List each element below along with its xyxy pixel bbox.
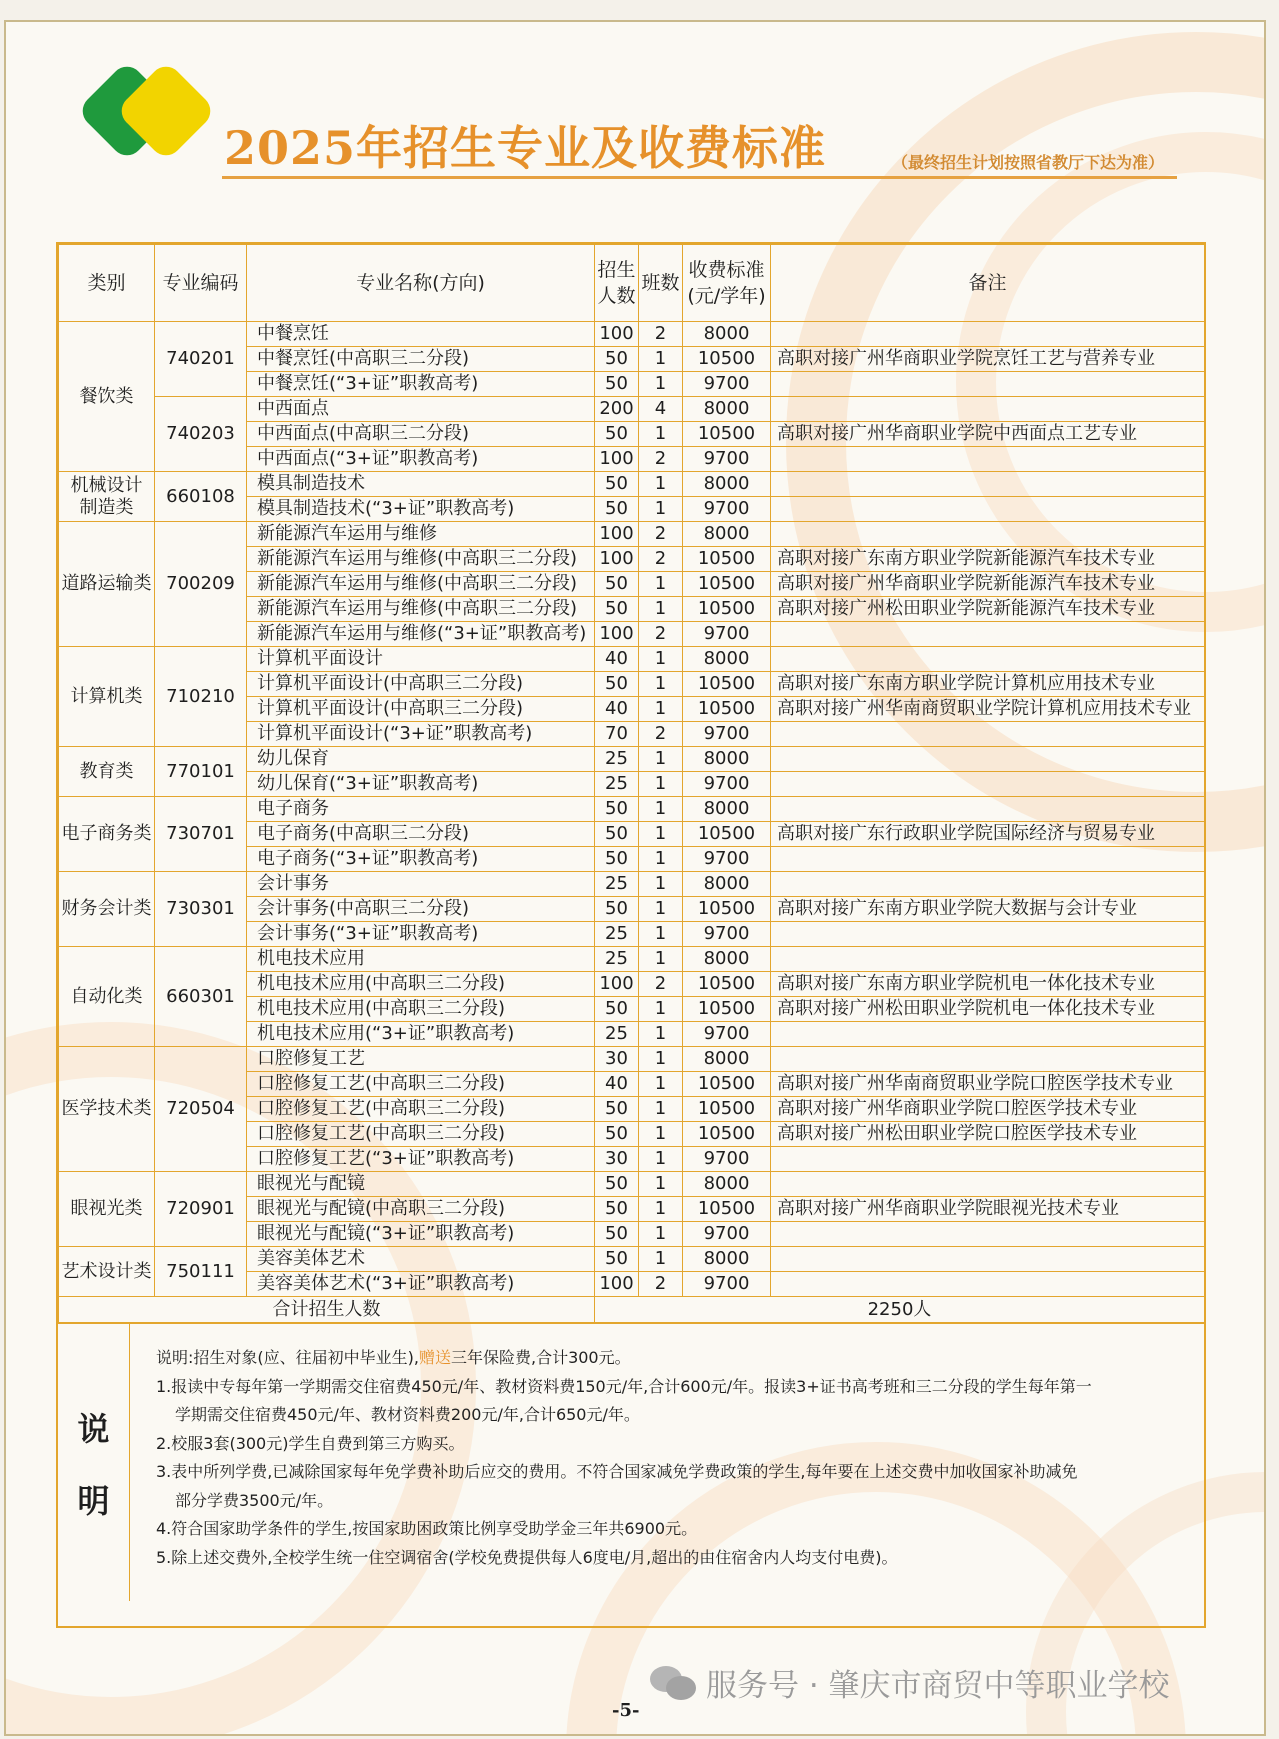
- enroll-cell: 50: [595, 572, 639, 597]
- remark-cell: [771, 397, 1205, 422]
- major-name-cell: 新能源汽车运用与维修(中高职三二分段): [247, 572, 595, 597]
- remark-cell: 高职对接广州松田职业学院口腔医学技术专业: [771, 1122, 1205, 1147]
- classes-cell: 2: [639, 547, 683, 572]
- code-cell: 740201: [155, 322, 247, 397]
- notes-label: [58, 1324, 130, 1601]
- fee-cell: 10500: [683, 697, 771, 722]
- classes-cell: 1: [639, 797, 683, 822]
- classes-cell: 1: [639, 572, 683, 597]
- header-fee-line: 收费标准: [688, 259, 765, 281]
- wechat-icon: [650, 1662, 698, 1704]
- remark-cell: [771, 772, 1205, 797]
- fee-cell: 9700: [683, 1022, 771, 1047]
- enroll-cell: 100: [595, 522, 639, 547]
- remark-cell: [771, 1022, 1205, 1047]
- classes-cell: 2: [639, 322, 683, 347]
- fee-cell: 8000: [683, 1172, 771, 1197]
- remark-cell: 高职对接广东行政职业学院国际经济与贸易专业: [771, 822, 1205, 847]
- notes-section: [58, 1323, 1204, 1601]
- table-row: [59, 322, 1205, 347]
- major-name-cell: 新能源汽车运用与维修: [247, 522, 595, 547]
- classes-cell: 1: [639, 497, 683, 522]
- category-cell: [59, 322, 155, 472]
- remark-cell: [771, 1222, 1205, 1247]
- major-name-cell: 中西面点(中高职三二分段): [247, 422, 595, 447]
- classes-cell: 1: [639, 1147, 683, 1172]
- enroll-cell: 30: [595, 1147, 639, 1172]
- remark-cell: 高职对接广东南方职业学院机电一体化技术专业: [771, 972, 1205, 997]
- category-line: 制造类: [79, 496, 134, 518]
- major-name-cell: 电子商务: [247, 797, 595, 822]
- fee-cell: 9700: [683, 922, 771, 947]
- remark-cell: [771, 472, 1205, 497]
- enroll-cell: 50: [595, 597, 639, 622]
- code-cell: 730701: [155, 797, 247, 872]
- fee-cell: 10500: [683, 347, 771, 372]
- category-cell: [59, 647, 155, 747]
- category-line: 艺术设计类: [61, 1260, 152, 1282]
- enroll-cell: 50: [595, 997, 639, 1022]
- header-classes: 班数: [639, 245, 683, 322]
- category-line: 机械设计: [70, 474, 143, 496]
- classes-cell: 2: [639, 722, 683, 747]
- header-enroll-line: 人数: [597, 285, 636, 307]
- fee-cell: 8000: [683, 947, 771, 972]
- code-cell: 730301: [155, 872, 247, 947]
- header-fee-line: (元/学年): [687, 285, 766, 307]
- note-item-continuation: 学期需交住宿费450元/年、教材资料费200元/年,合计650元/年。: [175, 1405, 640, 1424]
- total-label: 合计招生人数: [59, 1297, 595, 1323]
- remark-cell: [771, 1247, 1205, 1272]
- major-name-cell: 口腔修复工艺: [247, 1047, 595, 1072]
- category-line: 道路运输类: [61, 573, 152, 594]
- classes-cell: 1: [639, 347, 683, 372]
- major-name-cell: 眼视光与配镜(中高职三二分段): [247, 1197, 595, 1222]
- category-cell: [59, 947, 155, 1047]
- enroll-cell: 50: [595, 497, 639, 522]
- fee-cell: 8000: [683, 747, 771, 772]
- major-name-cell: 电子商务(中高职三二分段): [247, 822, 595, 847]
- enroll-cell: 25: [595, 747, 639, 772]
- remark-cell: 高职对接广东南方职业学院大数据与会计专业: [771, 897, 1205, 922]
- remark-cell: 高职对接广州松田职业学院新能源汽车技术专业: [771, 597, 1205, 622]
- remark-cell: [771, 522, 1205, 547]
- enroll-cell: 50: [595, 422, 639, 447]
- classes-cell: 1: [639, 822, 683, 847]
- major-name-cell: 模具制造技术(“3+证”职教高考): [247, 497, 595, 522]
- major-name-cell: 新能源汽车运用与维修(中高职三二分段): [247, 597, 595, 622]
- major-name-cell: 口腔修复工艺(中高职三二分段): [247, 1122, 595, 1147]
- classes-cell: 1: [639, 597, 683, 622]
- major-name-cell: 计算机平面设计(中高职三二分段): [247, 672, 595, 697]
- enroll-cell: 50: [595, 822, 639, 847]
- notes-items: [156, 1373, 1204, 1573]
- remark-cell: 高职对接广州华商职业学院中西面点工艺专业: [771, 422, 1205, 447]
- footer-source-text: 服务号 · 肇庆市商贸中等职业学校: [706, 1668, 1170, 1704]
- classes-cell: 1: [639, 872, 683, 897]
- enroll-cell: 50: [595, 897, 639, 922]
- fee-cell: 10500: [683, 422, 771, 447]
- remark-cell: [771, 322, 1205, 347]
- enroll-cell: 100: [595, 972, 639, 997]
- fee-cell: 9700: [683, 847, 771, 872]
- major-name-cell: 会计事务(中高职三二分段): [247, 897, 595, 922]
- major-name-cell: 计算机平面设计(“3+证”职教高考): [247, 722, 595, 747]
- remark-cell: [771, 872, 1205, 897]
- classes-cell: 1: [639, 1047, 683, 1072]
- classes-cell: 1: [639, 897, 683, 922]
- remark-cell: 高职对接广东南方职业学院计算机应用技术专业: [771, 672, 1205, 697]
- code-cell: 660301: [155, 947, 247, 1047]
- classes-cell: 1: [639, 922, 683, 947]
- enrollment-table: [58, 244, 1205, 1323]
- header-remark: 备注: [771, 245, 1205, 322]
- category-line: 计算机类: [70, 685, 143, 707]
- note-item: 3.表中所列学费,已减除国家每年免学费补助后应交的费用。不符合国家减免学费政策的学生,每年要在上述交费中加收国家补助减免: [156, 1462, 1078, 1481]
- fee-cell: 8000: [683, 1247, 771, 1272]
- remark-cell: [771, 722, 1205, 747]
- notes-intro-text: 三年保险费,合计300元。: [450, 1348, 631, 1367]
- remark-cell: [771, 1147, 1205, 1172]
- major-name-cell: 模具制造技术: [247, 472, 595, 497]
- enrollment-table-panel: [56, 242, 1206, 1628]
- table-row: [59, 747, 1205, 772]
- classes-cell: 1: [639, 997, 683, 1022]
- enroll-cell: 50: [595, 1097, 639, 1122]
- table-body: [59, 322, 1205, 1297]
- enroll-cell: 25: [595, 772, 639, 797]
- enroll-cell: 40: [595, 647, 639, 672]
- enroll-cell: 40: [595, 697, 639, 722]
- fee-cell: 9700: [683, 447, 771, 472]
- fee-cell: 9700: [683, 1272, 771, 1297]
- classes-cell: 2: [639, 447, 683, 472]
- remark-cell: 高职对接广州华商职业学院眼视光技术专业: [771, 1197, 1205, 1222]
- remark-cell: [771, 947, 1205, 972]
- enroll-cell: 100: [595, 622, 639, 647]
- remark-cell: [771, 922, 1205, 947]
- enroll-cell: 25: [595, 872, 639, 897]
- classes-cell: 1: [639, 947, 683, 972]
- notes-label-char: 明: [77, 1481, 110, 1520]
- remark-cell: [771, 372, 1205, 397]
- fee-cell: 9700: [683, 1222, 771, 1247]
- enroll-cell: 50: [595, 472, 639, 497]
- fee-cell: 10500: [683, 1072, 771, 1097]
- remark-cell: 高职对接广州华南商贸职业学院计算机应用技术专业: [771, 697, 1205, 722]
- note-item: 4.符合国家助学条件的学生,按国家助困政策比例享受助学金三年共6900元。: [156, 1519, 698, 1538]
- category-line: 眼视光类: [70, 1198, 143, 1219]
- code-cell: 700209: [155, 522, 247, 647]
- major-name-cell: 幼儿保育: [247, 747, 595, 772]
- category-cell: [59, 472, 155, 522]
- title-underline: [222, 176, 1177, 179]
- classes-cell: 1: [639, 1197, 683, 1222]
- fee-cell: 9700: [683, 722, 771, 747]
- enroll-cell: 100: [595, 447, 639, 472]
- table-row: [59, 397, 1205, 422]
- enroll-cell: 25: [595, 1022, 639, 1047]
- major-name-cell: 中西面点: [247, 397, 595, 422]
- header-enroll: [595, 245, 639, 322]
- remark-cell: [771, 647, 1205, 672]
- classes-cell: 2: [639, 972, 683, 997]
- remark-cell: 高职对接广州华商职业学院口腔医学技术专业: [771, 1097, 1205, 1122]
- major-name-cell: 口腔修复工艺(“3+证”职教高考): [247, 1147, 595, 1172]
- fee-cell: 8000: [683, 397, 771, 422]
- classes-cell: 1: [639, 1222, 683, 1247]
- category-cell: [59, 1247, 155, 1297]
- fee-cell: 10500: [683, 997, 771, 1022]
- fee-cell: 8000: [683, 322, 771, 347]
- major-name-cell: 电子商务(“3+证”职教高考): [247, 847, 595, 872]
- major-name-cell: 机电技术应用(中高职三二分段): [247, 997, 595, 1022]
- total-row: [59, 1297, 1205, 1323]
- major-name-cell: 新能源汽车运用与维修(“3+证”职教高考): [247, 622, 595, 647]
- classes-cell: 2: [639, 1272, 683, 1297]
- major-name-cell: 中餐烹饪(“3+证”职教高考): [247, 372, 595, 397]
- header-category: 类别: [59, 245, 155, 322]
- classes-cell: 1: [639, 647, 683, 672]
- major-name-cell: 会计事务(“3+证”职教高考): [247, 922, 595, 947]
- header-code: 专业编码: [155, 245, 247, 322]
- page-number: -5-: [612, 1700, 640, 1721]
- classes-cell: 1: [639, 372, 683, 397]
- category-line: 自动化类: [70, 985, 143, 1007]
- major-name-cell: 机电技术应用: [247, 947, 595, 972]
- major-name-cell: 美容美体艺术(“3+证”职教高考): [247, 1272, 595, 1297]
- notes-intro-text: 说明:招生对象(应、往届初中毕业生),: [156, 1348, 419, 1367]
- classes-cell: 1: [639, 672, 683, 697]
- classes-cell: 1: [639, 1072, 683, 1097]
- major-name-cell: 计算机平面设计(中高职三二分段): [247, 697, 595, 722]
- category-cell: [59, 747, 155, 797]
- header-major-name: 专业名称(方向): [247, 245, 595, 322]
- major-name-cell: 会计事务: [247, 872, 595, 897]
- page-subtitle: （最终招生计划按照省教厅下达为准）: [892, 153, 1165, 172]
- major-name-cell: 中西面点(“3+证”职教高考): [247, 447, 595, 472]
- major-name-cell: 眼视光与配镜: [247, 1172, 595, 1197]
- remark-cell: [771, 1272, 1205, 1297]
- fee-cell: 10500: [683, 1097, 771, 1122]
- classes-cell: 1: [639, 772, 683, 797]
- major-name-cell: 中餐烹饪: [247, 322, 595, 347]
- category-cell: [59, 1047, 155, 1172]
- major-name-cell: 机电技术应用(“3+证”职教高考): [247, 1022, 595, 1047]
- table-row: [59, 1047, 1205, 1072]
- table-row: [59, 522, 1205, 547]
- enroll-cell: 30: [595, 1047, 639, 1072]
- code-cell: 710210: [155, 647, 247, 747]
- enroll-cell: 50: [595, 347, 639, 372]
- total-value: 2250人: [595, 1297, 1205, 1323]
- classes-cell: 2: [639, 622, 683, 647]
- table-row: [59, 797, 1205, 822]
- remark-cell: [771, 1172, 1205, 1197]
- table-row: [59, 647, 1205, 672]
- fee-cell: 8000: [683, 1047, 771, 1072]
- note-item-continuation: 部分学费3500元/年。: [175, 1490, 334, 1510]
- fee-cell: 9700: [683, 372, 771, 397]
- classes-cell: 1: [639, 1022, 683, 1047]
- enroll-cell: 50: [595, 1197, 639, 1222]
- fee-cell: 9700: [683, 1147, 771, 1172]
- enroll-cell: 50: [595, 1222, 639, 1247]
- category-line: 电子商务类: [61, 823, 152, 844]
- fee-cell: 10500: [683, 822, 771, 847]
- table-row: [59, 472, 1205, 497]
- notes-label-char: 说: [77, 1409, 110, 1448]
- enroll-cell: 40: [595, 1072, 639, 1097]
- classes-cell: 1: [639, 472, 683, 497]
- fee-cell: 9700: [683, 772, 771, 797]
- table-header-row: [59, 245, 1205, 322]
- enroll-cell: 70: [595, 722, 639, 747]
- fee-cell: 8000: [683, 647, 771, 672]
- classes-cell: 1: [639, 1247, 683, 1272]
- fee-cell: 8000: [683, 797, 771, 822]
- remark-cell: 高职对接广州华南商贸职业学院口腔医学技术专业: [771, 1072, 1205, 1097]
- major-name-cell: 幼儿保育(“3+证”职教高考): [247, 772, 595, 797]
- category-line: 医学技术类: [61, 1098, 152, 1119]
- remark-cell: [771, 1047, 1205, 1072]
- fee-cell: 10500: [683, 572, 771, 597]
- code-cell: 720901: [155, 1172, 247, 1247]
- category-cell: [59, 522, 155, 647]
- enroll-cell: 50: [595, 1122, 639, 1147]
- fee-cell: 10500: [683, 547, 771, 572]
- major-name-cell: 口腔修复工艺(中高职三二分段): [247, 1097, 595, 1122]
- remark-cell: 高职对接广州华商职业学院新能源汽车技术专业: [771, 572, 1205, 597]
- code-cell: 720504: [155, 1047, 247, 1172]
- enroll-cell: 50: [595, 797, 639, 822]
- enroll-cell: 50: [595, 1247, 639, 1272]
- enroll-cell: 25: [595, 947, 639, 972]
- major-name-cell: 中餐烹饪(中高职三二分段): [247, 347, 595, 372]
- fee-cell: 9700: [683, 497, 771, 522]
- major-name-cell: 计算机平面设计: [247, 647, 595, 672]
- remark-cell: 高职对接广州华商职业学院烹饪工艺与营养专业: [771, 347, 1205, 372]
- enroll-cell: 200: [595, 397, 639, 422]
- note-item: 1.报读中专每年第一学期需交住宿费450元/年、教材资料费150元/年,合计600元/年。报读3+证书高考班和三二分段的学生每年第一: [156, 1376, 1092, 1396]
- fee-cell: 10500: [683, 1122, 771, 1147]
- major-name-cell: 新能源汽车运用与维修(中高职三二分段): [247, 547, 595, 572]
- category-cell: [59, 1172, 155, 1247]
- major-name-cell: 口腔修复工艺(中高职三二分段): [247, 1072, 595, 1097]
- major-name-cell: 眼视光与配镜(“3+证”职教高考): [247, 1222, 595, 1247]
- code-cell: 770101: [155, 747, 247, 797]
- notes-intro-highlight: 赠送: [418, 1348, 451, 1367]
- enroll-cell: 50: [595, 372, 639, 397]
- code-cell: 660108: [155, 472, 247, 522]
- fee-cell: 9700: [683, 622, 771, 647]
- remark-cell: [771, 847, 1205, 872]
- wechat-bubble: [666, 1676, 696, 1700]
- note-item: 5.除上述交费外,全校学生统一住空调宿舍(学校免费提供每人6度电/月,超出的由住宿舍内人均支付电费)。: [156, 1547, 898, 1567]
- table-row: [59, 1247, 1205, 1272]
- classes-cell: 1: [639, 747, 683, 772]
- fee-cell: 10500: [683, 597, 771, 622]
- fee-cell: 8000: [683, 872, 771, 897]
- header-enroll-line: 招生: [597, 259, 636, 281]
- classes-cell: 4: [639, 397, 683, 422]
- classes-cell: 1: [639, 847, 683, 872]
- classes-cell: 1: [639, 1097, 683, 1122]
- remark-cell: [771, 797, 1205, 822]
- major-name-cell: 美容美体艺术: [247, 1247, 595, 1272]
- remark-cell: [771, 497, 1205, 522]
- classes-cell: 1: [639, 697, 683, 722]
- page-title: 2025年招生专业及收费标准: [224, 121, 827, 175]
- fee-cell: 8000: [683, 472, 771, 497]
- classes-cell: 1: [639, 1172, 683, 1197]
- enroll-cell: 50: [595, 672, 639, 697]
- note-item: 2.校服3套(300元)学生自费到第三方购买。: [156, 1433, 465, 1453]
- enroll-cell: 100: [595, 1272, 639, 1297]
- code-cell: 750111: [155, 1247, 247, 1297]
- classes-cell: 2: [639, 522, 683, 547]
- category-line: 教育类: [79, 760, 134, 782]
- enroll-cell: 50: [595, 1172, 639, 1197]
- fee-cell: 10500: [683, 1197, 771, 1222]
- remark-cell: 高职对接广东南方职业学院新能源汽车技术专业: [771, 547, 1205, 572]
- classes-cell: 1: [639, 422, 683, 447]
- notes-intro: [156, 1344, 1204, 1373]
- notes-body: [130, 1324, 1204, 1601]
- category-line: 餐饮类: [79, 385, 134, 407]
- category-cell: [59, 872, 155, 947]
- table-row: [59, 947, 1205, 972]
- fee-cell: 10500: [683, 972, 771, 997]
- footer-source: [650, 1660, 1170, 1705]
- enroll-cell: 50: [595, 847, 639, 872]
- code-cell: 740203: [155, 397, 247, 472]
- fee-cell: 10500: [683, 897, 771, 922]
- remark-cell: 高职对接广州松田职业学院机电一体化技术专业: [771, 997, 1205, 1022]
- remark-cell: [771, 447, 1205, 472]
- fee-cell: 8000: [683, 522, 771, 547]
- table-row: [59, 872, 1205, 897]
- enroll-cell: 100: [595, 547, 639, 572]
- major-name-cell: 机电技术应用(中高职三二分段): [247, 972, 595, 997]
- remark-cell: [771, 747, 1205, 772]
- enroll-cell: 100: [595, 322, 639, 347]
- fee-cell: 10500: [683, 672, 771, 697]
- classes-cell: 1: [639, 1122, 683, 1147]
- category-cell: [59, 797, 155, 872]
- enroll-cell: 25: [595, 922, 639, 947]
- table-row: [59, 1172, 1205, 1197]
- remark-cell: [771, 622, 1205, 647]
- category-line: 财务会计类: [61, 898, 152, 919]
- header-fee: [683, 245, 771, 322]
